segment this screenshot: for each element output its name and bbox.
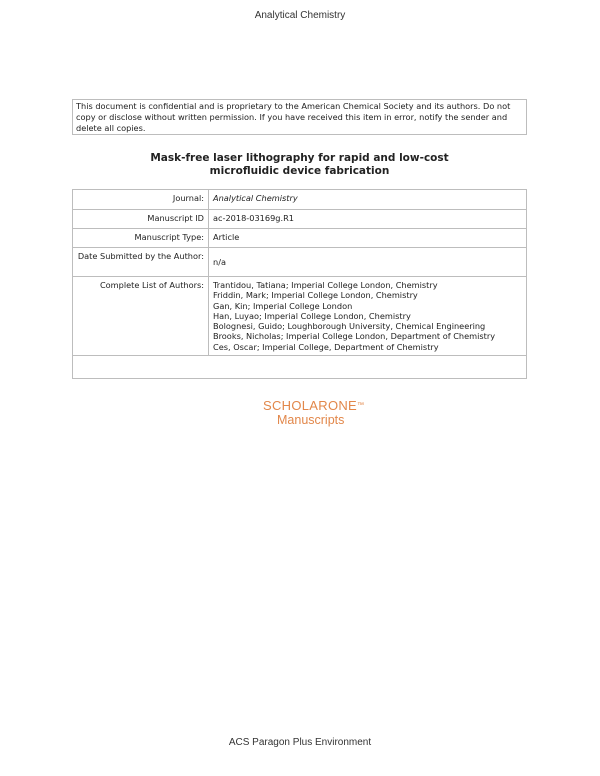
authors-row	[73, 277, 527, 356]
author-entry: Gan, Kin; Imperial College London	[213, 300, 353, 311]
manuscript-metadata-table	[72, 189, 527, 379]
manuscript-id-label: Manuscript ID	[73, 210, 209, 229]
author-entry: Brooks, Nicholas; Imperial College London, Department of Chemistry	[213, 331, 496, 342]
journal-row	[73, 190, 527, 210]
scholarone-logo	[263, 399, 383, 427]
manuscript-type-label: Manuscript Type:	[73, 229, 209, 248]
trademark-symbol: ™	[357, 402, 365, 409]
manuscript-type-row	[73, 229, 527, 248]
confidentiality-notice: This document is confidential and is proprietary to the American Chemical Society and its authors. Do not copy or disclose without written permission. If you have received this item in error, notify the sender and delete all copies.	[72, 99, 527, 135]
logo-wordmark: SCHOLARONE	[263, 398, 358, 413]
author-entry: Trantidou, Tatiana; Imperial College London, Chemistry	[213, 280, 438, 290]
running-header: Analytical Chemistry	[254, 10, 346, 21]
authors-label: Complete List of Authors:	[73, 277, 209, 356]
empty-row	[73, 356, 527, 379]
journal-label: Journal:	[73, 190, 209, 210]
empty-cell	[73, 356, 527, 379]
date-submitted-row	[73, 248, 527, 277]
journal-value: Analytical Chemistry	[213, 193, 298, 203]
running-footer: ACS Paragon Plus Environment	[228, 737, 372, 748]
manuscript-title: Mask-free laser lithography for rapid and low-cost microfluidic device fabrication	[150, 152, 449, 177]
date-submitted-label: Date Submitted by the Author:	[73, 248, 209, 277]
date-submitted-value: n/a	[209, 248, 527, 277]
author-entry: Han, Luyao; Imperial College London, Chemistry	[213, 310, 411, 321]
manuscript-id-value: ac-2018-03169g.R1	[209, 210, 527, 229]
author-entry: Ces, Oscar; Imperial College, Department of Chemistry	[213, 341, 439, 352]
manuscript-type-value: Article	[209, 229, 527, 248]
authors-list	[209, 277, 527, 356]
logo-subtitle: Manuscripts	[277, 413, 345, 427]
manuscript-id-row	[73, 210, 527, 229]
author-entry: Friddin, Mark; Imperial College London, Chemistry	[213, 290, 418, 301]
author-entry: Bolognesi, Guido; Loughborough University, Chemical Engineering	[213, 321, 486, 332]
